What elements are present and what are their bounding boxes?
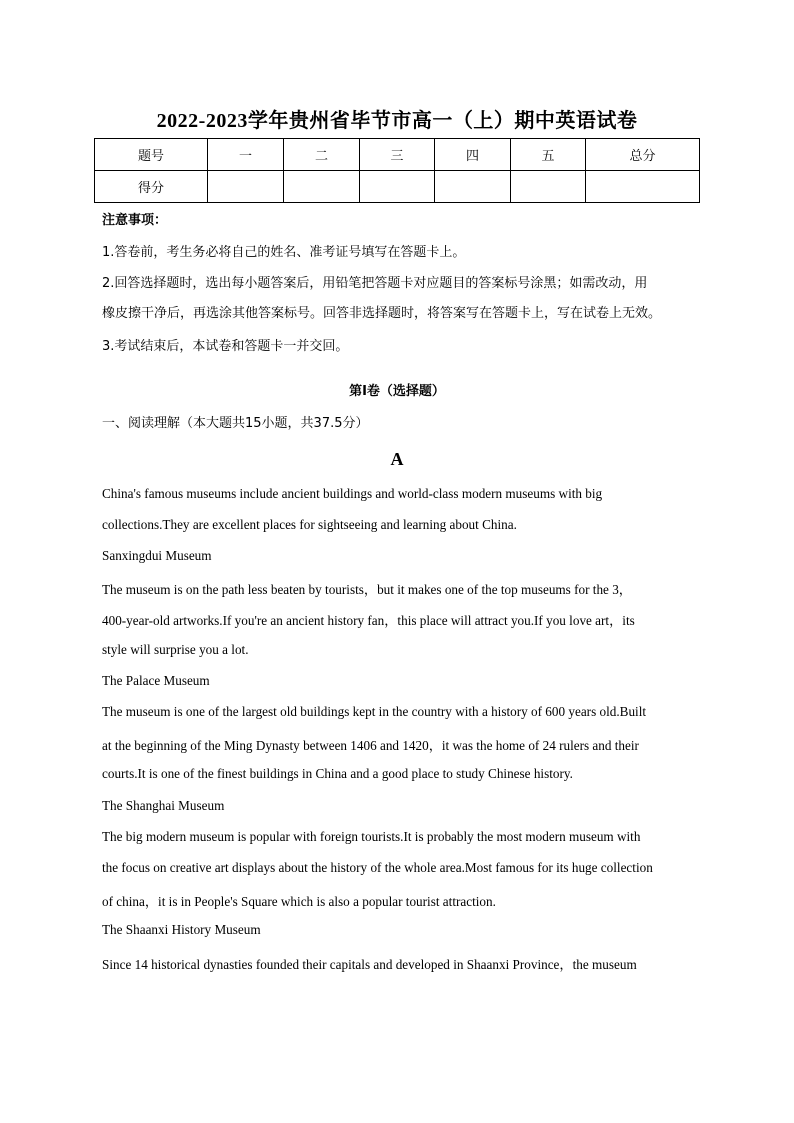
score-table-header-cell: 五 [511,139,586,171]
note-item: 3.考试结束后，本试卷和答题卡一并交回。 [102,339,349,354]
score-table [94,138,700,203]
passage-line: collections.They are excellent places for sightseeing and learning about China. [102,517,517,532]
note-item: 橡皮擦干净后，再选涂其他答案标号。回答非选择题时，将答案写在答题卡上，写在试卷上无效。 [102,306,662,321]
score-table-cell [435,171,511,203]
passage-line: of china，it is in People's Square which is also a popular tourist attraction. [102,894,496,909]
passage-line: Since 14 historical dynasties founded their capitals and developed in Shaanxi Province，the museum [102,957,637,972]
score-table-cell [360,171,435,203]
passage-line: The big modern museum is popular with foreign tourists.It is probably the most modern museum with [102,829,641,844]
score-table-header-cell: 总分 [586,139,700,171]
notes-heading: 注意事项： [102,213,168,228]
passage-line: China's famous museums include ancient buildings and world-class modern museums with big [102,486,603,501]
score-table-cell [586,171,700,203]
museum-name: The Shanghai Museum [102,798,225,813]
score-table-header-cell: 三 [360,139,435,171]
museum-name: The Shaanxi History Museum [102,922,261,937]
note-item: 2.回答选择题时，选出每小题答案后，用铅笔把答题卡对应题目的答案标号涂黑；如需改动，用 [102,276,648,291]
score-table-cell [208,171,284,203]
passage-letter: A [390,449,404,469]
passage-line: the focus on creative art displays about the history of the whole area.Most famous for its huge collection [102,860,653,875]
score-table-header-cell: 四 [435,139,511,171]
score-table-header-cell: 一 [208,139,284,171]
museum-name: The Palace Museum [102,673,210,688]
score-table-cell [511,171,586,203]
passage-line: The museum is one of the largest old buildings kept in the country with a history of 600 years old.Built [102,704,647,719]
score-table-header-cell: 题号 [95,139,208,171]
score-table-header-cell: 二 [284,139,360,171]
passage-line: 400-year-old artworks.If you're an ancient history fan，this place will attract you.If you love art，its [102,613,635,628]
passage-line: The museum is on the path less beaten by tourists，but it makes one of the top museums for the 3， [102,582,632,597]
passage-line: courts.It is one of the finest buildings in China and a good place to study Chinese history. [102,766,573,781]
score-table-score-row [95,171,700,203]
question-heading: 一、阅读理解（本大题共15小题，共37.5分） [102,416,369,431]
part-title: 第I卷（选择题） [349,384,445,399]
passage-line: style will surprise you a lot. [102,642,249,657]
score-table-cell [284,171,360,203]
passage-line: at the beginning of the Ming Dynasty between 1406 and 1420，it was the home of 24 rulers and their [102,738,639,753]
score-table-header-row [95,139,700,171]
museum-name: Sanxingdui Museum [102,548,212,563]
note-item: 1.答卷前，考生务必将自己的姓名、准考证号填写在答题卡上。 [102,245,466,260]
score-table-row-label: 得分 [95,171,208,203]
exam-title: 2022-2023学年贵州省毕节市高一（上）期中英语试卷 [156,110,638,132]
